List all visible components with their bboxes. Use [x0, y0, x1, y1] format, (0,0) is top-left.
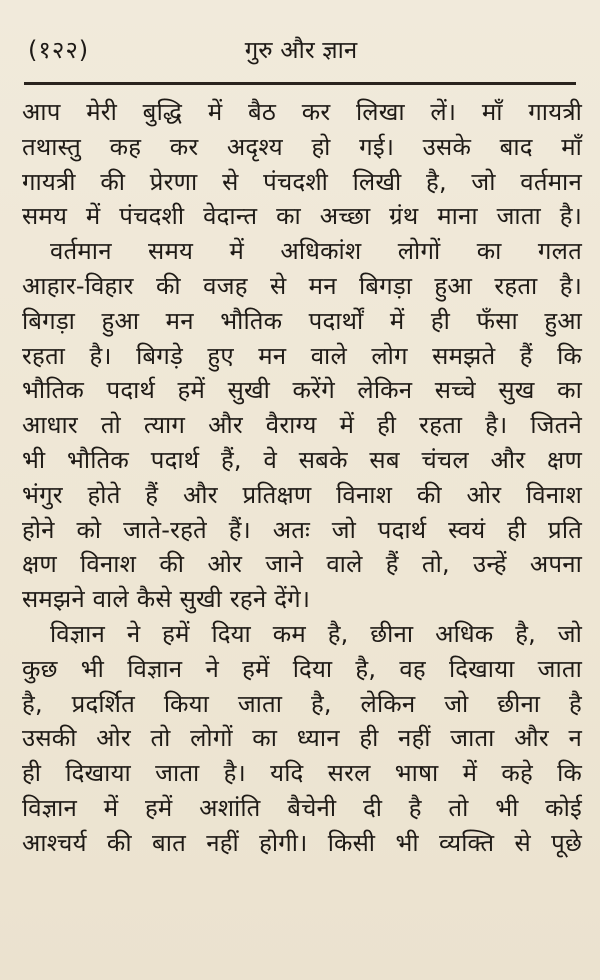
page-header — [28, 28, 574, 72]
page-number: (१२२) — [28, 36, 90, 64]
text-line: आप मेरी बुद्धि में बैठ कर लिखा लें। माँ गायत्री — [22, 98, 582, 126]
paragraph-1 — [22, 95, 582, 234]
paragraph-3 — [22, 617, 582, 861]
text-line: आधार तो त्याग और वैराग्य में ही रहता है। जितने — [22, 411, 582, 440]
text-line: वर्तमान समय में अधिकांश लोगों का गलत — [50, 237, 582, 266]
running-title: गुरु और ज्ञान — [244, 36, 358, 64]
paragraph-2 — [22, 234, 582, 617]
text-line: भंगुर होते हैं और प्रतिक्षण विनाश की ओर विनाश — [22, 480, 582, 509]
text-line: समझने वाले कैसे सुखी रहने देंगे। — [22, 585, 311, 614]
text-line: गायत्री की प्रेरणा से पंचदशी लिखी है, जो वर्तमान — [22, 167, 582, 196]
text-line: भौतिक पदार्थ हमें सुखी करेंगे लेकिन सच्चे सुख का — [22, 376, 582, 405]
text-line: उसकी ओर तो लोगों का ध्यान ही नहीं जाता और न — [22, 724, 582, 753]
text-line: रहता है। बिगड़े हुए मन वाले लोग समझते हैं कि — [22, 341, 582, 370]
text-line: भी भौतिक पदार्थ हैं, वे सबके सब चंचल और क्षण — [22, 445, 582, 474]
text-line: विज्ञान ने हमें दिया कम है, छीना अधिक है, जो — [50, 619, 582, 648]
text-line: कुछ भी विज्ञान ने हमें दिया है, वह दिखाया जाता — [22, 654, 582, 683]
text-line: समय में पंचदशी वेदान्त का अच्छा ग्रंथ माना जाता है। — [22, 202, 582, 231]
text-line: बिगड़ा हुआ मन भौतिक पदार्थों में ही फँसा हुआ — [22, 306, 582, 335]
body-text — [22, 95, 582, 861]
text-line: है, प्रदर्शित किया जाता है, लेकिन जो छीना है — [22, 689, 582, 718]
text-line: आश्चर्य की बात नहीं होगी। किसी भी व्यक्ति से पूछे — [22, 828, 582, 857]
text-line: ही दिखाया जाता है। यदि सरल भाषा में कहे कि — [22, 759, 582, 788]
text-line: होने को जाते-रहते हैं। अतः जो पदार्थ स्वयं ही प्रति — [22, 515, 582, 544]
text-line: तथास्तु कह कर अदृश्य हो गई। उसके बाद माँ — [22, 132, 582, 161]
text-line: आहार-विहार की वजह से मन बिगड़ा हुआ रहता है। — [22, 271, 582, 300]
header-rule — [24, 82, 576, 85]
text-line: क्षण विनाश की ओर जाने वाले हैं तो, उन्हें अपना — [22, 550, 582, 579]
text-line: विज्ञान में हमें अशांति बैचेनी दी है तो भी कोई — [22, 793, 582, 822]
